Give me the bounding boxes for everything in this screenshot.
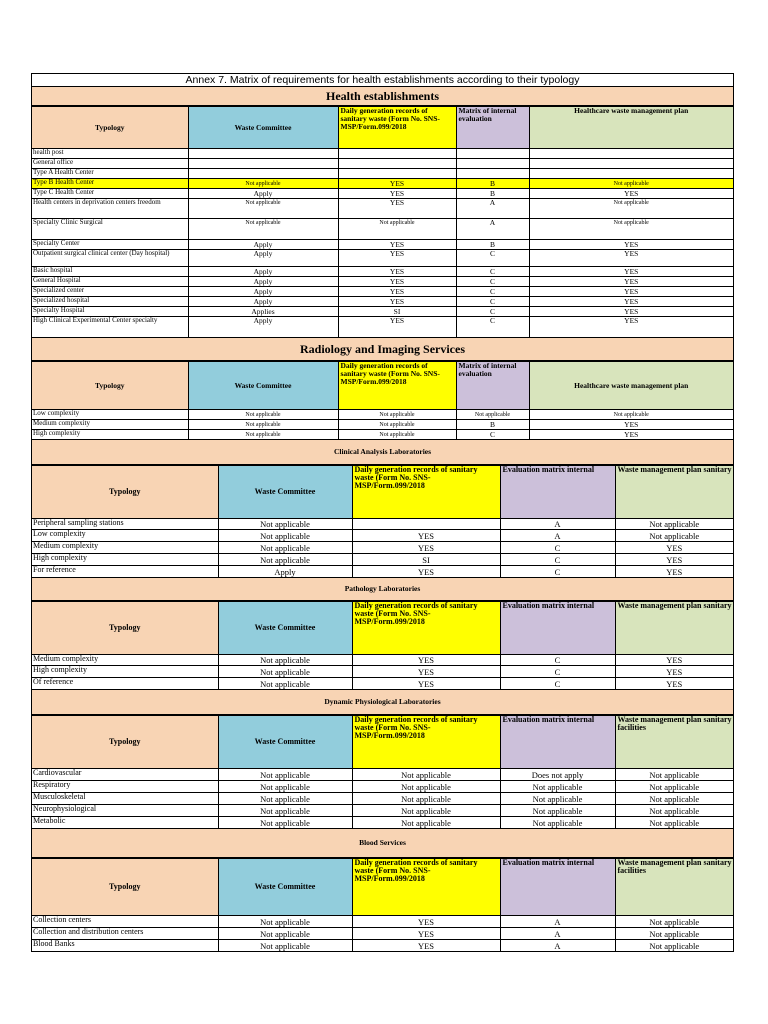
cell-typology: High Clinical Experimental Center specialty bbox=[32, 317, 188, 338]
cell-management-plan: Not applicable bbox=[615, 817, 733, 829]
cell-waste-committee bbox=[188, 159, 338, 169]
cell-management-plan bbox=[529, 169, 733, 179]
table-row bbox=[32, 420, 733, 430]
section-table bbox=[32, 465, 733, 578]
cell-daily-records: Not applicable bbox=[352, 781, 500, 793]
table-row bbox=[32, 410, 733, 420]
header-waste-committee: Waste Committee bbox=[218, 602, 352, 655]
table-row bbox=[32, 566, 733, 578]
cell-daily-records: YES bbox=[338, 317, 456, 338]
header-management-plan: Waste management plan sanitary bbox=[615, 466, 733, 519]
cell-management-plan: Not applicable bbox=[529, 199, 733, 219]
header-management-plan: Healthcare waste management plan bbox=[529, 107, 733, 149]
header-waste-committee: Waste Committee bbox=[218, 466, 352, 519]
cell-evaluation-matrix bbox=[456, 159, 529, 169]
matrix-sheet bbox=[31, 73, 734, 952]
cell-daily-records: YES bbox=[338, 189, 456, 199]
header-typology: Typology bbox=[32, 602, 218, 655]
section-title: Dynamic Physiological Laboratories bbox=[32, 690, 733, 715]
cell-waste-committee bbox=[188, 169, 338, 179]
cell-waste-committee: Not applicable bbox=[188, 179, 338, 189]
cell-daily-records: Not applicable bbox=[352, 805, 500, 817]
section-title: Health establishments bbox=[32, 87, 733, 106]
section-table bbox=[32, 715, 733, 829]
cell-typology: Type C Health Center bbox=[32, 189, 188, 199]
cell-daily-records: YES bbox=[338, 277, 456, 287]
cell-waste-committee: Apply bbox=[188, 317, 338, 338]
header-typology: Typology bbox=[32, 716, 218, 769]
cell-typology: Cardiovascular bbox=[32, 769, 218, 781]
header-row bbox=[32, 107, 733, 149]
header-waste-committee: Waste Committee bbox=[218, 859, 352, 916]
cell-management-plan: Not applicable bbox=[529, 410, 733, 420]
cell-daily-records: YES bbox=[352, 916, 500, 928]
section-blood bbox=[32, 829, 733, 952]
header-daily-records: Daily generation records of sanitary waste (Form No. SNS-MSP/Form.099/2018 bbox=[352, 859, 500, 916]
table-row bbox=[32, 317, 733, 338]
header-typology: Typology bbox=[32, 107, 188, 149]
table-row bbox=[32, 219, 733, 240]
header-daily-records: Daily generation records of sanitary waste (Form No. SNS-MSP/Form.099/2018 bbox=[338, 107, 456, 149]
cell-evaluation-matrix: C bbox=[456, 267, 529, 277]
cell-evaluation-matrix: A bbox=[500, 916, 615, 928]
cell-waste-committee: Not applicable bbox=[188, 420, 338, 430]
cell-daily-records: Not applicable bbox=[352, 769, 500, 781]
cell-typology: Of reference bbox=[32, 678, 218, 690]
cell-evaluation-matrix: C bbox=[456, 307, 529, 317]
table-row bbox=[32, 159, 733, 169]
header-daily-records: Daily generation records of sanitary waste (Form No. SNS-MSP/Form.099/2018 bbox=[352, 716, 500, 769]
cell-waste-committee bbox=[188, 149, 338, 159]
cell-typology: Peripheral sampling stations bbox=[32, 519, 218, 530]
section-table bbox=[32, 601, 733, 690]
cell-management-plan: YES bbox=[529, 420, 733, 430]
header-evaluation-matrix: Evaluation matrix internal bbox=[500, 859, 615, 916]
cell-daily-records: YES bbox=[338, 297, 456, 307]
table-row bbox=[32, 250, 733, 267]
table-row bbox=[32, 307, 733, 317]
cell-daily-records bbox=[338, 149, 456, 159]
cell-management-plan: YES bbox=[615, 554, 733, 566]
cell-typology: Medium complexity bbox=[32, 542, 218, 554]
cell-daily-records: Not applicable bbox=[338, 410, 456, 420]
cell-daily-records: SI bbox=[352, 554, 500, 566]
table-row bbox=[32, 940, 733, 952]
cell-management-plan bbox=[529, 149, 733, 159]
cell-management-plan: YES bbox=[529, 277, 733, 287]
cell-waste-committee: Not applicable bbox=[218, 817, 352, 829]
cell-evaluation-matrix: A bbox=[500, 519, 615, 530]
section-title: Pathology Laboratories bbox=[32, 578, 733, 601]
table-row bbox=[32, 916, 733, 928]
header-evaluation-matrix: Matrix of internal evaluation bbox=[456, 107, 529, 149]
table-row bbox=[32, 769, 733, 781]
header-waste-committee: Waste Committee bbox=[218, 716, 352, 769]
cell-evaluation-matrix: C bbox=[500, 554, 615, 566]
header-typology: Typology bbox=[32, 362, 188, 410]
cell-daily-records: YES bbox=[352, 940, 500, 952]
cell-daily-records: YES bbox=[338, 267, 456, 277]
cell-typology: Specialized hospital bbox=[32, 297, 188, 307]
cell-typology: General Hospital bbox=[32, 277, 188, 287]
cell-daily-records bbox=[338, 169, 456, 179]
table-row bbox=[32, 287, 733, 297]
cell-typology: Low complexity bbox=[32, 410, 188, 420]
cell-daily-records: YES bbox=[352, 655, 500, 666]
cell-daily-records: YES bbox=[338, 179, 456, 189]
header-management-plan: Waste management plan sanitary bbox=[615, 602, 733, 655]
cell-waste-committee: Applies bbox=[188, 307, 338, 317]
cell-waste-committee: Not applicable bbox=[218, 793, 352, 805]
cell-management-plan: Not applicable bbox=[615, 940, 733, 952]
cell-management-plan: YES bbox=[529, 189, 733, 199]
cell-management-plan: YES bbox=[529, 317, 733, 338]
table-row bbox=[32, 277, 733, 287]
cell-management-plan: YES bbox=[615, 666, 733, 678]
header-evaluation-matrix: Evaluation matrix internal bbox=[500, 466, 615, 519]
cell-evaluation-matrix: C bbox=[456, 250, 529, 267]
section-pathology bbox=[32, 578, 733, 690]
section-radiology bbox=[32, 338, 733, 440]
cell-typology: Musculoskeletal bbox=[32, 793, 218, 805]
cell-daily-records: Not applicable bbox=[338, 420, 456, 430]
table-row bbox=[32, 781, 733, 793]
table-row bbox=[32, 149, 733, 159]
cell-evaluation-matrix: B bbox=[456, 189, 529, 199]
cell-typology: Blood Banks bbox=[32, 940, 218, 952]
cell-waste-committee: Not applicable bbox=[188, 219, 338, 240]
cell-waste-committee: Apply bbox=[188, 287, 338, 297]
cell-typology: Basic hospital bbox=[32, 267, 188, 277]
cell-evaluation-matrix: C bbox=[456, 317, 529, 338]
cell-management-plan: Not applicable bbox=[615, 805, 733, 817]
cell-typology: Specialty Center bbox=[32, 240, 188, 250]
cell-management-plan: Not applicable bbox=[615, 769, 733, 781]
cell-evaluation-matrix: A bbox=[500, 530, 615, 542]
section-table bbox=[32, 858, 733, 952]
cell-waste-committee: Not applicable bbox=[188, 430, 338, 440]
cell-management-plan: Not applicable bbox=[615, 793, 733, 805]
cell-evaluation-matrix: C bbox=[500, 678, 615, 690]
cell-evaluation-matrix bbox=[456, 149, 529, 159]
table-row bbox=[32, 189, 733, 199]
cell-daily-records: Not applicable bbox=[352, 817, 500, 829]
cell-management-plan: Not applicable bbox=[615, 781, 733, 793]
header-row bbox=[32, 362, 733, 410]
cell-daily-records: YES bbox=[338, 199, 456, 219]
cell-management-plan: YES bbox=[529, 307, 733, 317]
cell-evaluation-matrix: A bbox=[456, 199, 529, 219]
cell-waste-committee: Not applicable bbox=[218, 519, 352, 530]
header-typology: Typology bbox=[32, 466, 218, 519]
cell-daily-records: Not applicable bbox=[352, 793, 500, 805]
cell-typology: Specialty Clinic Surgical bbox=[32, 219, 188, 240]
cell-waste-committee: Not applicable bbox=[218, 928, 352, 940]
cell-waste-committee: Not applicable bbox=[218, 805, 352, 817]
cell-waste-committee: Apply bbox=[218, 566, 352, 578]
table-row bbox=[32, 928, 733, 940]
cell-evaluation-matrix bbox=[456, 169, 529, 179]
cell-evaluation-matrix: C bbox=[500, 655, 615, 666]
cell-typology: Metabolic bbox=[32, 817, 218, 829]
section-title: Clinical Analysis Laboratories bbox=[32, 440, 733, 465]
table-row bbox=[32, 554, 733, 566]
cell-typology: Collection centers bbox=[32, 916, 218, 928]
cell-management-plan: Not applicable bbox=[615, 519, 733, 530]
document-title: Annex 7. Matrix of requirements for health establishments according to their typology bbox=[32, 74, 733, 87]
header-daily-records: Daily generation records of sanitary waste (Form No. SNS-MSP/Form.099/2018 bbox=[352, 602, 500, 655]
section-title: Blood Services bbox=[32, 829, 733, 858]
cell-typology: Medium complexity bbox=[32, 420, 188, 430]
cell-management-plan: YES bbox=[529, 287, 733, 297]
table-row bbox=[32, 267, 733, 277]
cell-daily-records: YES bbox=[338, 240, 456, 250]
cell-typology: Health centers in deprivation centers freedom bbox=[32, 199, 188, 219]
header-evaluation-matrix: Matrix of internal evaluation bbox=[456, 362, 529, 410]
cell-typology: High complexity bbox=[32, 554, 218, 566]
header-waste-committee: Waste Committee bbox=[188, 362, 338, 410]
cell-waste-committee: Apply bbox=[188, 277, 338, 287]
table-row bbox=[32, 793, 733, 805]
table-row bbox=[32, 179, 733, 189]
cell-typology: General office bbox=[32, 159, 188, 169]
table-row bbox=[32, 530, 733, 542]
cell-waste-committee: Apply bbox=[188, 250, 338, 267]
cell-management-plan: YES bbox=[615, 566, 733, 578]
header-daily-records: Daily generation records of sanitary waste (Form No. SNS-MSP/Form.099/2018 bbox=[352, 466, 500, 519]
table-row bbox=[32, 240, 733, 250]
cell-management-plan: YES bbox=[615, 655, 733, 666]
cell-typology: Specialized center bbox=[32, 287, 188, 297]
cell-evaluation-matrix: C bbox=[500, 542, 615, 554]
cell-management-plan: YES bbox=[615, 678, 733, 690]
cell-management-plan: YES bbox=[529, 430, 733, 440]
header-management-plan: Waste management plan sanitary facilities bbox=[615, 859, 733, 916]
sections-container bbox=[32, 87, 733, 952]
cell-management-plan: YES bbox=[529, 297, 733, 307]
cell-waste-committee: Not applicable bbox=[218, 530, 352, 542]
cell-daily-records: YES bbox=[338, 250, 456, 267]
header-row bbox=[32, 602, 733, 655]
cell-typology: Medium complexity bbox=[32, 655, 218, 666]
table-row bbox=[32, 430, 733, 440]
cell-evaluation-matrix: A bbox=[456, 219, 529, 240]
cell-evaluation-matrix: Not applicable bbox=[500, 781, 615, 793]
cell-typology: High complexity bbox=[32, 666, 218, 678]
cell-evaluation-matrix: C bbox=[456, 277, 529, 287]
cell-evaluation-matrix: C bbox=[500, 666, 615, 678]
header-row bbox=[32, 466, 733, 519]
cell-evaluation-matrix: Not applicable bbox=[500, 793, 615, 805]
cell-waste-committee: Apply bbox=[188, 189, 338, 199]
cell-typology: Type B Health Center bbox=[32, 179, 188, 189]
cell-evaluation-matrix: C bbox=[456, 287, 529, 297]
cell-evaluation-matrix: Not applicable bbox=[500, 817, 615, 829]
cell-waste-committee: Not applicable bbox=[218, 554, 352, 566]
cell-management-plan: YES bbox=[529, 267, 733, 277]
cell-daily-records bbox=[338, 159, 456, 169]
cell-management-plan: YES bbox=[615, 542, 733, 554]
cell-daily-records: Not applicable bbox=[338, 219, 456, 240]
cell-evaluation-matrix: A bbox=[500, 928, 615, 940]
cell-typology: High complexity bbox=[32, 430, 188, 440]
cell-waste-committee: Not applicable bbox=[188, 199, 338, 219]
table-row bbox=[32, 169, 733, 179]
cell-evaluation-matrix: Not applicable bbox=[500, 805, 615, 817]
header-management-plan: Healthcare waste management plan bbox=[529, 362, 733, 410]
cell-daily-records: YES bbox=[352, 678, 500, 690]
cell-evaluation-matrix: C bbox=[456, 430, 529, 440]
cell-evaluation-matrix: C bbox=[456, 297, 529, 307]
header-waste-committee: Waste Committee bbox=[188, 107, 338, 149]
cell-daily-records: YES bbox=[352, 928, 500, 940]
cell-evaluation-matrix: Does not apply bbox=[500, 769, 615, 781]
header-management-plan: Waste management plan sanitary facilities bbox=[615, 716, 733, 769]
cell-waste-committee: Apply bbox=[188, 267, 338, 277]
cell-waste-committee: Not applicable bbox=[218, 940, 352, 952]
table-row bbox=[32, 297, 733, 307]
cell-management-plan: Not applicable bbox=[529, 179, 733, 189]
cell-evaluation-matrix: C bbox=[500, 566, 615, 578]
section-clinical bbox=[32, 440, 733, 578]
section-table bbox=[32, 106, 733, 338]
cell-typology: Specialty Hospital bbox=[32, 307, 188, 317]
cell-typology: Collection and distribution centers bbox=[32, 928, 218, 940]
cell-waste-committee: Not applicable bbox=[218, 769, 352, 781]
cell-management-plan: Not applicable bbox=[615, 530, 733, 542]
cell-daily-records: YES bbox=[352, 530, 500, 542]
cell-daily-records: YES bbox=[352, 542, 500, 554]
cell-evaluation-matrix: B bbox=[456, 179, 529, 189]
cell-evaluation-matrix: B bbox=[456, 240, 529, 250]
cell-typology: Outpatient surgical clinical center (Day hospital) bbox=[32, 250, 188, 267]
cell-daily-records: Not applicable bbox=[338, 430, 456, 440]
cell-waste-committee: Apply bbox=[188, 240, 338, 250]
section-title: Radiology and Imaging Services bbox=[32, 338, 733, 361]
cell-management-plan: YES bbox=[529, 250, 733, 267]
section-dynamic bbox=[32, 690, 733, 829]
cell-daily-records: SI bbox=[338, 307, 456, 317]
cell-waste-committee: Not applicable bbox=[218, 542, 352, 554]
table-row bbox=[32, 199, 733, 219]
section-table bbox=[32, 361, 733, 440]
header-evaluation-matrix: Evaluation matrix internal bbox=[500, 716, 615, 769]
table-row bbox=[32, 817, 733, 829]
header-row bbox=[32, 716, 733, 769]
cell-daily-records: YES bbox=[338, 287, 456, 297]
header-evaluation-matrix: Evaluation matrix internal bbox=[500, 602, 615, 655]
cell-evaluation-matrix: Not applicable bbox=[456, 410, 529, 420]
cell-management-plan bbox=[529, 159, 733, 169]
header-row bbox=[32, 859, 733, 916]
cell-daily-records bbox=[352, 519, 500, 530]
cell-waste-committee: Not applicable bbox=[188, 410, 338, 420]
cell-typology: Type A Health Center bbox=[32, 169, 188, 179]
table-row bbox=[32, 655, 733, 666]
cell-waste-committee: Not applicable bbox=[218, 655, 352, 666]
cell-waste-committee: Apply bbox=[188, 297, 338, 307]
cell-management-plan: Not applicable bbox=[529, 219, 733, 240]
header-typology: Typology bbox=[32, 859, 218, 916]
cell-waste-committee: Not applicable bbox=[218, 666, 352, 678]
header-daily-records: Daily generation records of sanitary waste (Form No. SNS-MSP/Form.099/2018 bbox=[338, 362, 456, 410]
cell-management-plan: YES bbox=[529, 240, 733, 250]
cell-daily-records: YES bbox=[352, 566, 500, 578]
cell-typology: For reference bbox=[32, 566, 218, 578]
cell-evaluation-matrix: A bbox=[500, 940, 615, 952]
cell-waste-committee: Not applicable bbox=[218, 781, 352, 793]
cell-typology: Neurophysiological bbox=[32, 805, 218, 817]
cell-waste-committee: Not applicable bbox=[218, 916, 352, 928]
section-health bbox=[32, 87, 733, 338]
cell-management-plan: Not applicable bbox=[615, 928, 733, 940]
table-row bbox=[32, 678, 733, 690]
cell-waste-committee: Not applicable bbox=[218, 678, 352, 690]
table-row bbox=[32, 666, 733, 678]
table-row bbox=[32, 542, 733, 554]
cell-management-plan: Not applicable bbox=[615, 916, 733, 928]
cell-typology: Low complexity bbox=[32, 530, 218, 542]
cell-typology: Respiratory bbox=[32, 781, 218, 793]
table-row bbox=[32, 805, 733, 817]
cell-typology: health post bbox=[32, 149, 188, 159]
table-row bbox=[32, 519, 733, 530]
cell-daily-records: YES bbox=[352, 666, 500, 678]
cell-evaluation-matrix: B bbox=[456, 420, 529, 430]
